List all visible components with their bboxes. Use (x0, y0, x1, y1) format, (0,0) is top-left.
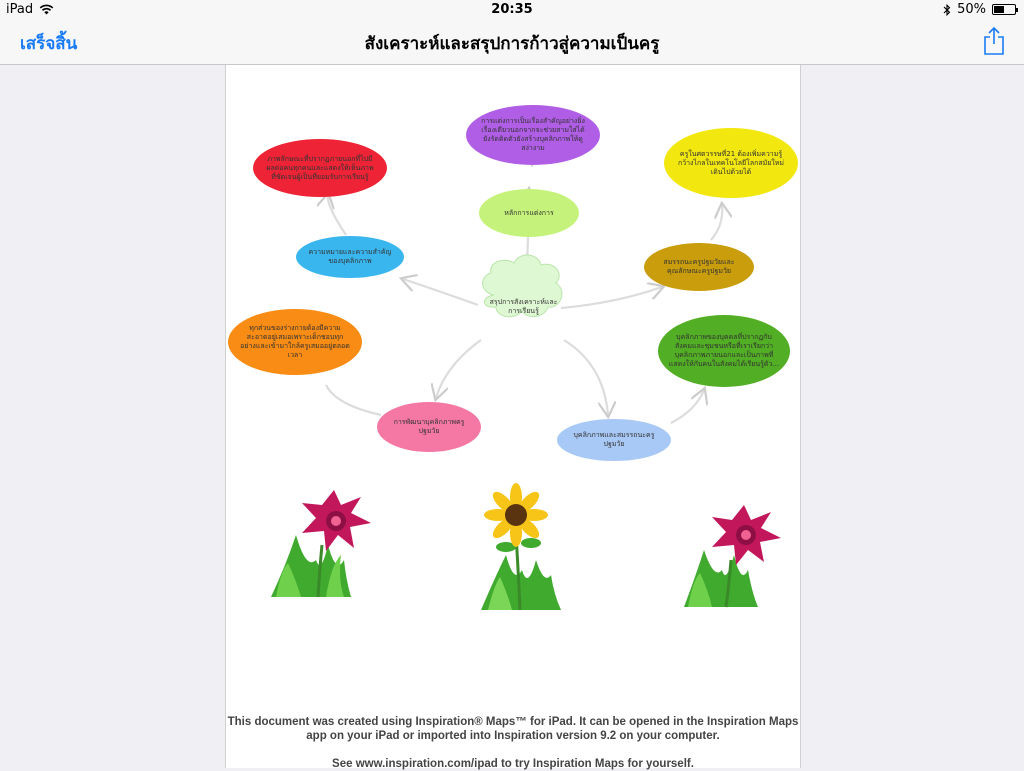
personality-label: บุคลิกภาพและสมรรถนะครูปฐมวัย (573, 431, 655, 448)
device-label: iPad (6, 2, 34, 17)
done-button[interactable]: เสร็จสิ้น (20, 34, 78, 54)
footer-line-1: This document was created using Inspiration® Maps™ for iPad. It can be opened in the Inspiration Maps (227, 716, 799, 728)
meaning-label: ความหมายและความสำคัญของบุคลิกภาพ (308, 248, 392, 265)
development-label: การพัฒนาบุคลิกภาพครูปฐมวัย (393, 418, 465, 435)
share-icon[interactable] (982, 26, 1006, 56)
personality-detail-label: บุคลิกภาพของบุคคลที่ปรากฏกับสังคมและชุมชนหรือที่เราเรียกว่าบุคลิกภาพภายนอกและเป็นภาพที่แสดงให้กับคนในสังคมได้เรียนรู้ตัว... (668, 333, 780, 368)
teaching-principle-detail-label: การแต่งการเป็นเรื่องสำคัญอย่างยิ่ง เรื่องเดียวนอกจากจะช่วยสามใส่ได้ยังรัดติดตัวยังสร้างบุคลิกภาพให้ดูสง่างาม (481, 117, 585, 152)
teaching-principle-label: หลักการแต่งการ (504, 208, 554, 217)
pink-flower-right (684, 505, 781, 607)
competency-label: สมรรถนะครูปฐมวัยและคุณลักษณะครูปฐมวัย (663, 258, 735, 275)
sunflower (481, 483, 561, 610)
page-title: สังเคราะห์และสรุปการก้าวสู่ความเป็นครู (364, 34, 660, 54)
status-bar (0, 0, 1024, 20)
footer-line-3: See www.inspiration.com/ipad to try Inspiration Maps for yourself. (332, 758, 694, 770)
document-page (225, 65, 801, 768)
center-node-label: สรุปการสังเคราะห์และการเรียนรู้ (489, 298, 558, 315)
battery-icon (992, 4, 1016, 15)
document-footer (226, 715, 800, 771)
pink-flower-left (271, 490, 371, 597)
competency-detail-label: ครูในศตวรรษที่21 ต้องเพิ่มความรู้ กว้างไกลในเทคโนโลยีโลกสมัยใหม่เดินไปด้วยได้ (677, 149, 785, 176)
battery-percent: 50% (957, 2, 986, 17)
development-detail-label: ทุกส่วนของร่างกายต้องมีความสะอาดอยู่เสมอเพราะเด็กชอบทุกอย่างและเข้ามาใกล้ครูเสมออยู่ตลอดเวลา (240, 324, 350, 359)
nav-bar (0, 20, 1024, 65)
footer-line-2: app on your iPad or imported into Inspiration version 9.2 on your computer. (306, 730, 720, 742)
bluetooth-icon (943, 4, 951, 16)
meaning-detail-label: ภาพลักษณะที่ปรากฏภายนอกที่ไปมีผลต่อคนทุกคนและแสดงให้เห็นภาพที่ชัดเจนผู้เป็นที่ยอมรับการเรียนรู้ (266, 154, 374, 181)
status-right (943, 2, 1016, 17)
status-time: 20:35 (491, 2, 533, 17)
